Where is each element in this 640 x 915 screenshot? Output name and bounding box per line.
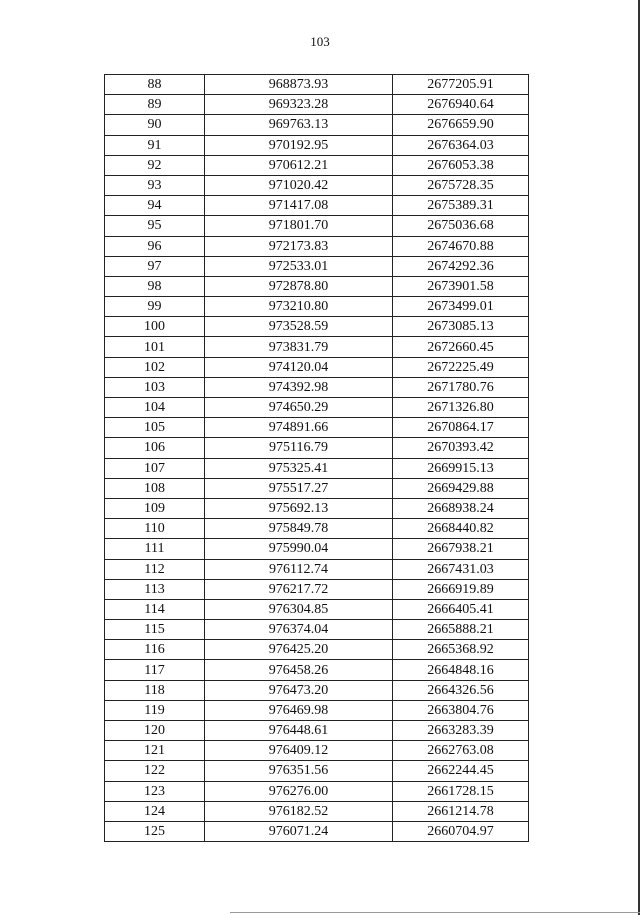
y-coordinate-cell: 2669915.13 [393,458,529,478]
x-coordinate-cell: 973210.80 [205,297,393,317]
y-coordinate-cell: 2667938.21 [393,539,529,559]
y-coordinate-cell: 2662763.08 [393,741,529,761]
y-coordinate-cell: 2675389.31 [393,196,529,216]
table-row [105,297,529,317]
point-number-cell: 109 [105,498,205,518]
x-coordinate-cell: 969323.28 [205,95,393,115]
table-row [105,196,529,216]
x-coordinate-cell: 971801.70 [205,216,393,236]
table-row [105,761,529,781]
point-number-cell: 95 [105,216,205,236]
table-row [105,519,529,539]
x-coordinate-cell: 976469.98 [205,700,393,720]
y-coordinate-cell: 2668938.24 [393,498,529,518]
y-coordinate-cell: 2671780.76 [393,377,529,397]
point-number-cell: 104 [105,398,205,418]
point-number-cell: 121 [105,741,205,761]
y-coordinate-cell: 2674292.36 [393,256,529,276]
y-coordinate-cell: 2675728.35 [393,175,529,195]
table-row [105,216,529,236]
table-row [105,317,529,337]
table-row [105,680,529,700]
x-coordinate-cell: 971020.42 [205,175,393,195]
table-row [105,700,529,720]
point-number-cell: 118 [105,680,205,700]
scan-edge-bottom [230,912,640,913]
point-number-cell: 117 [105,660,205,680]
y-coordinate-cell: 2669429.88 [393,478,529,498]
point-number-cell: 114 [105,599,205,619]
y-coordinate-cell: 2676364.03 [393,135,529,155]
x-coordinate-cell: 976409.12 [205,741,393,761]
table-row [105,498,529,518]
point-number-cell: 119 [105,700,205,720]
point-number-cell: 112 [105,559,205,579]
y-coordinate-cell: 2671326.80 [393,398,529,418]
table-row [105,821,529,841]
y-coordinate-cell: 2676659.90 [393,115,529,135]
x-coordinate-cell: 976351.56 [205,761,393,781]
point-number-cell: 100 [105,317,205,337]
y-coordinate-cell: 2673499.01 [393,297,529,317]
point-number-cell: 105 [105,418,205,438]
x-coordinate-cell: 975116.79 [205,438,393,458]
table-row [105,155,529,175]
x-coordinate-cell: 976217.72 [205,579,393,599]
point-number-cell: 111 [105,539,205,559]
table-row [105,640,529,660]
x-coordinate-cell: 970612.21 [205,155,393,175]
point-number-cell: 98 [105,276,205,296]
x-coordinate-cell: 976473.20 [205,680,393,700]
point-number-cell: 91 [105,135,205,155]
table-row [105,75,529,95]
point-number-cell: 99 [105,297,205,317]
point-number-cell: 107 [105,458,205,478]
point-number-cell: 89 [105,95,205,115]
point-number-cell: 115 [105,620,205,640]
point-number-cell: 110 [105,519,205,539]
point-number-cell: 93 [105,175,205,195]
x-coordinate-cell: 972878.80 [205,276,393,296]
table-row [105,801,529,821]
y-coordinate-cell: 2666405.41 [393,599,529,619]
y-coordinate-cell: 2673901.58 [393,276,529,296]
point-number-cell: 92 [105,155,205,175]
point-number-cell: 108 [105,478,205,498]
y-coordinate-cell: 2661728.15 [393,781,529,801]
table-row [105,256,529,276]
y-coordinate-cell: 2665888.21 [393,620,529,640]
table-row [105,458,529,478]
page-number: 103 [310,34,330,49]
table-row [105,539,529,559]
point-number-cell: 90 [105,115,205,135]
y-coordinate-cell: 2677205.91 [393,75,529,95]
x-coordinate-cell: 975990.04 [205,539,393,559]
y-coordinate-cell: 2661214.78 [393,801,529,821]
x-coordinate-cell: 972533.01 [205,256,393,276]
table-row [105,398,529,418]
y-coordinate-cell: 2663283.39 [393,721,529,741]
table-row [105,175,529,195]
point-number-cell: 123 [105,781,205,801]
x-coordinate-cell: 974120.04 [205,357,393,377]
x-coordinate-cell: 973528.59 [205,317,393,337]
y-coordinate-cell: 2665368.92 [393,640,529,660]
x-coordinate-cell: 974392.98 [205,377,393,397]
x-coordinate-cell: 976448.61 [205,721,393,741]
coordinate-table-body [105,75,529,842]
point-number-cell: 113 [105,579,205,599]
y-coordinate-cell: 2672660.45 [393,337,529,357]
x-coordinate-cell: 971417.08 [205,196,393,216]
y-coordinate-cell: 2664848.16 [393,660,529,680]
table-row [105,377,529,397]
y-coordinate-cell: 2668440.82 [393,519,529,539]
table-row [105,660,529,680]
table-row [105,478,529,498]
point-number-cell: 120 [105,721,205,741]
y-coordinate-cell: 2674670.88 [393,236,529,256]
table-row [105,357,529,377]
y-coordinate-cell: 2673085.13 [393,317,529,337]
x-coordinate-cell: 976276.00 [205,781,393,801]
x-coordinate-cell: 968873.93 [205,75,393,95]
point-number-cell: 88 [105,75,205,95]
x-coordinate-cell: 976112.74 [205,559,393,579]
table-row [105,579,529,599]
point-number-cell: 106 [105,438,205,458]
x-coordinate-cell: 970192.95 [205,135,393,155]
table-row [105,620,529,640]
table-row [105,276,529,296]
x-coordinate-cell: 976458.26 [205,660,393,680]
y-coordinate-cell: 2662244.45 [393,761,529,781]
y-coordinate-cell: 2676053.38 [393,155,529,175]
x-coordinate-cell: 975692.13 [205,498,393,518]
table-row [105,236,529,256]
coordinate-table [104,74,529,842]
point-number-cell: 103 [105,377,205,397]
x-coordinate-cell: 972173.83 [205,236,393,256]
table-row [105,135,529,155]
x-coordinate-cell: 975849.78 [205,519,393,539]
point-number-cell: 94 [105,196,205,216]
x-coordinate-cell: 974650.29 [205,398,393,418]
x-coordinate-cell: 976304.85 [205,599,393,619]
x-coordinate-cell: 976071.24 [205,821,393,841]
x-coordinate-cell: 976374.04 [205,620,393,640]
y-coordinate-cell: 2675036.68 [393,216,529,236]
y-coordinate-cell: 2667431.03 [393,559,529,579]
table-row [105,438,529,458]
y-coordinate-cell: 2666919.89 [393,579,529,599]
point-number-cell: 96 [105,236,205,256]
x-coordinate-cell: 975325.41 [205,458,393,478]
y-coordinate-cell: 2660704.97 [393,821,529,841]
table-row [105,337,529,357]
y-coordinate-cell: 2664326.56 [393,680,529,700]
table-row [105,559,529,579]
table-row [105,721,529,741]
point-number-cell: 116 [105,640,205,660]
point-number-cell: 122 [105,761,205,781]
point-number-cell: 97 [105,256,205,276]
x-coordinate-cell: 973831.79 [205,337,393,357]
y-coordinate-cell: 2670393.42 [393,438,529,458]
x-coordinate-cell: 976425.20 [205,640,393,660]
point-number-cell: 102 [105,357,205,377]
point-number-cell: 124 [105,801,205,821]
table-row [105,741,529,761]
y-coordinate-cell: 2663804.76 [393,700,529,720]
table-row [105,418,529,438]
y-coordinate-cell: 2672225.49 [393,357,529,377]
x-coordinate-cell: 974891.66 [205,418,393,438]
table-row [105,781,529,801]
table-row [105,115,529,135]
y-coordinate-cell: 2670864.17 [393,418,529,438]
x-coordinate-cell: 975517.27 [205,478,393,498]
point-number-cell: 125 [105,821,205,841]
x-coordinate-cell: 976182.52 [205,801,393,821]
y-coordinate-cell: 2676940.64 [393,95,529,115]
x-coordinate-cell: 969763.13 [205,115,393,135]
table-row [105,599,529,619]
table-row [105,95,529,115]
point-number-cell: 101 [105,337,205,357]
